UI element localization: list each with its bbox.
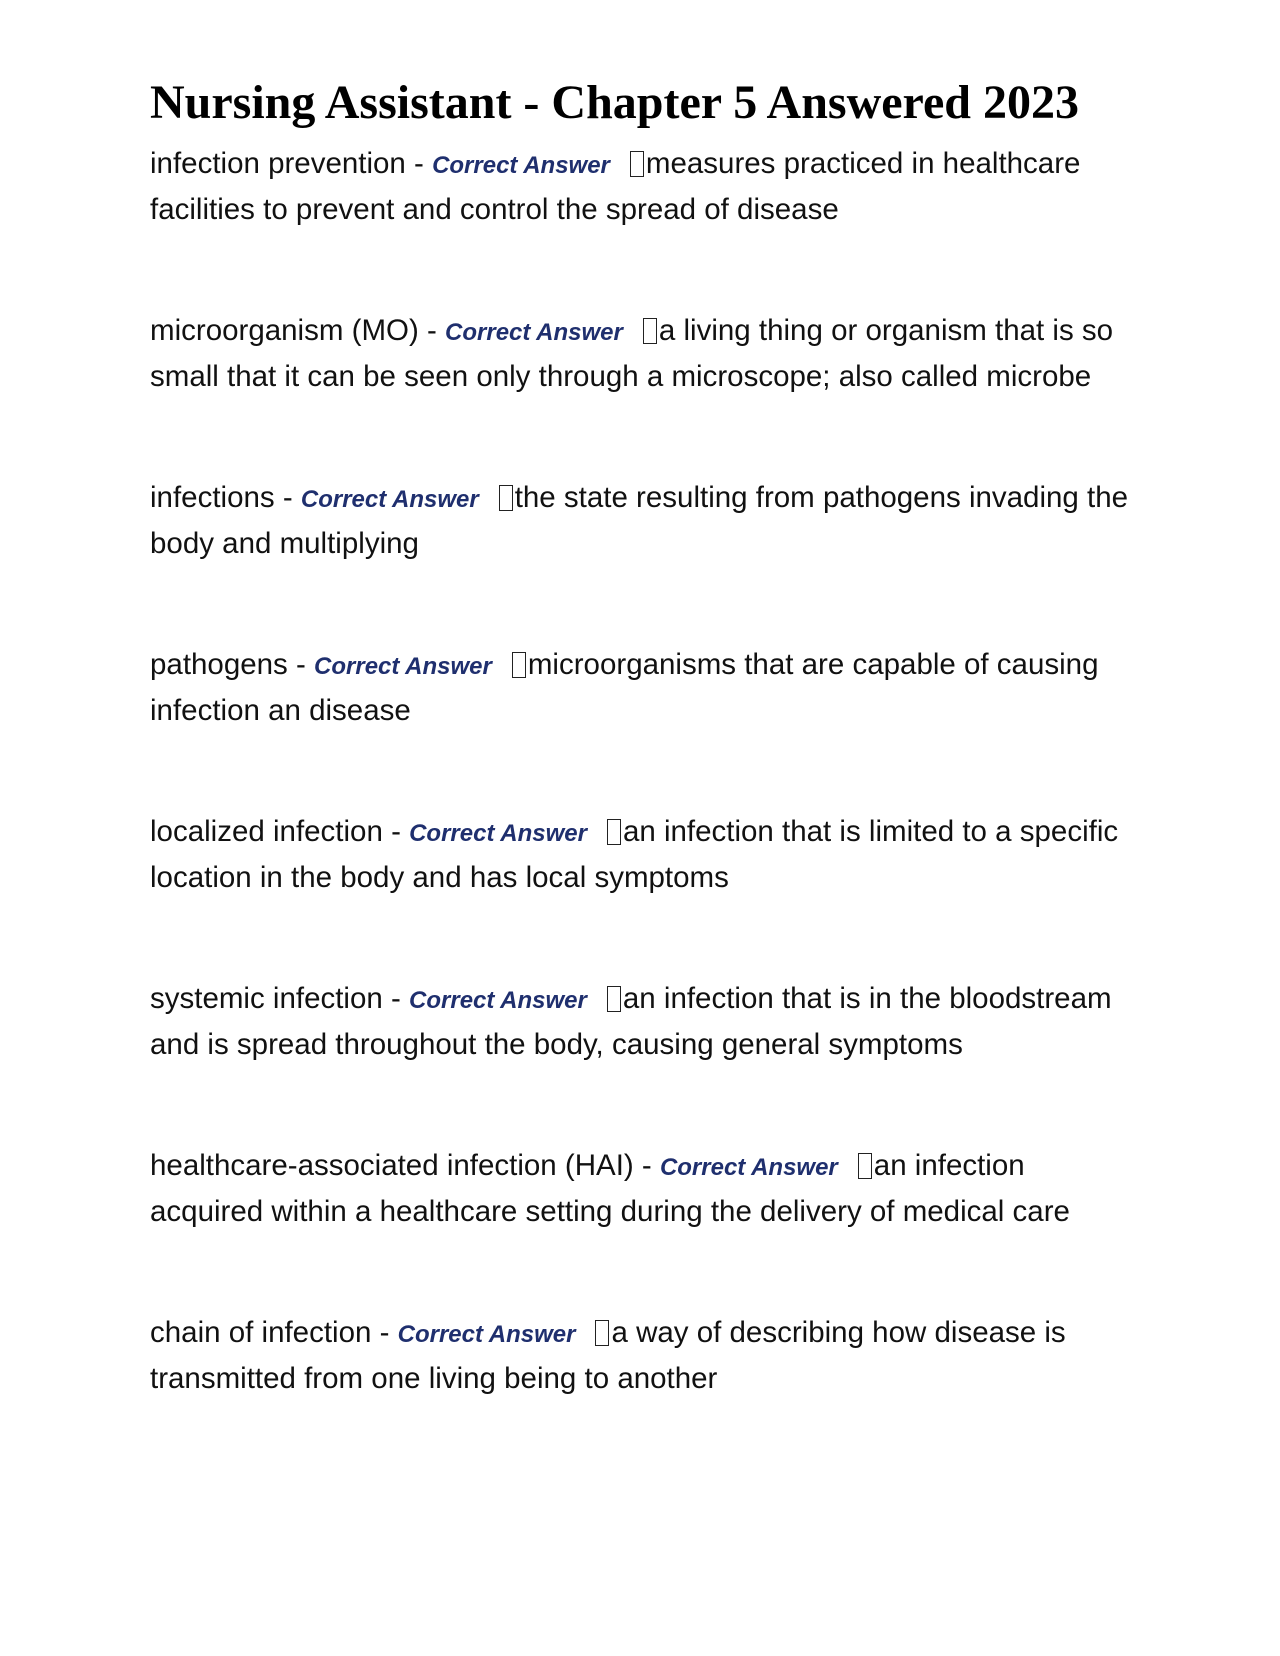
correct-answer-label: Correct Answer: [409, 820, 587, 847]
entry-definition: measures practiced in healthcare facilities to prevent and control the spread of disease: [150, 147, 1081, 226]
entry-separator: -: [287, 648, 315, 681]
qa-entry: [150, 810, 1140, 900]
entry-term: healthcare-associated infection (HAI): [150, 1149, 634, 1182]
missing-glyph-icon: [595, 1320, 609, 1346]
entry-separator: -: [371, 1316, 398, 1349]
entry-separator: -: [405, 147, 433, 180]
qa-entry: [150, 1144, 1140, 1234]
entry-definition: microorganisms that are capable of causing infection an disease: [150, 648, 1099, 727]
missing-glyph-icon: [643, 318, 657, 344]
entry-separator: -: [418, 314, 446, 347]
qa-entry: [150, 977, 1140, 1067]
missing-glyph-icon: [607, 986, 621, 1012]
missing-glyph-icon: [499, 485, 513, 511]
document-page: [150, 68, 1140, 1478]
entry-term: localized infection: [150, 815, 383, 848]
qa-entry: [150, 476, 1140, 566]
entry-term: systemic infection: [150, 982, 383, 1015]
entry-term: infection prevention: [150, 147, 406, 180]
qa-entry: [150, 309, 1140, 399]
entry-term: pathogens: [150, 648, 288, 681]
qa-entry: [150, 1311, 1140, 1401]
entry-definition: an infection that is limited to a specific location in the body and has local symptoms: [150, 815, 1119, 894]
missing-glyph-icon: [630, 151, 644, 177]
missing-glyph-icon: [607, 819, 621, 845]
page-title: Nursing Assistant - Chapter 5 Answered 2023: [150, 76, 1079, 129]
correct-answer-label: Correct Answer: [432, 152, 610, 179]
entry-definition: a way of describing how disease is transmitted from one living being to another: [150, 1316, 1066, 1395]
entry-term: chain of infection: [150, 1316, 372, 1349]
entry-separator: -: [382, 815, 410, 848]
correct-answer-label: Correct Answer: [300, 486, 479, 513]
entry-definition: an infection acquired within a healthcare setting during the delivery of medical care: [150, 1149, 1070, 1228]
entry-term: microorganism (MO): [150, 314, 419, 347]
entry-term: infections: [150, 481, 275, 514]
correct-answer-label: Correct Answer: [397, 1321, 576, 1348]
entry-separator: -: [382, 982, 410, 1015]
entry-separator: -: [633, 1149, 660, 1182]
correct-answer-label: Correct Answer: [659, 1154, 838, 1181]
qa-entry: [150, 142, 1140, 232]
correct-answer-label: Correct Answer: [445, 319, 623, 346]
correct-answer-label: Correct Answer: [409, 987, 587, 1014]
missing-glyph-icon: [512, 652, 526, 678]
entry-definition: the state resulting from pathogens invading the body and multiplying: [150, 481, 1129, 560]
qa-entry: [150, 643, 1140, 733]
entry-definition: an infection that is in the bloodstream and is spread throughout the body, causing general symptoms: [150, 982, 1112, 1061]
missing-glyph-icon: [858, 1153, 872, 1179]
correct-answer-label: Correct Answer: [314, 653, 492, 680]
entry-definition: a living thing or organism that is so small that it can be seen only through a microscope; also called microbe: [150, 314, 1114, 393]
entry-separator: -: [274, 481, 301, 514]
